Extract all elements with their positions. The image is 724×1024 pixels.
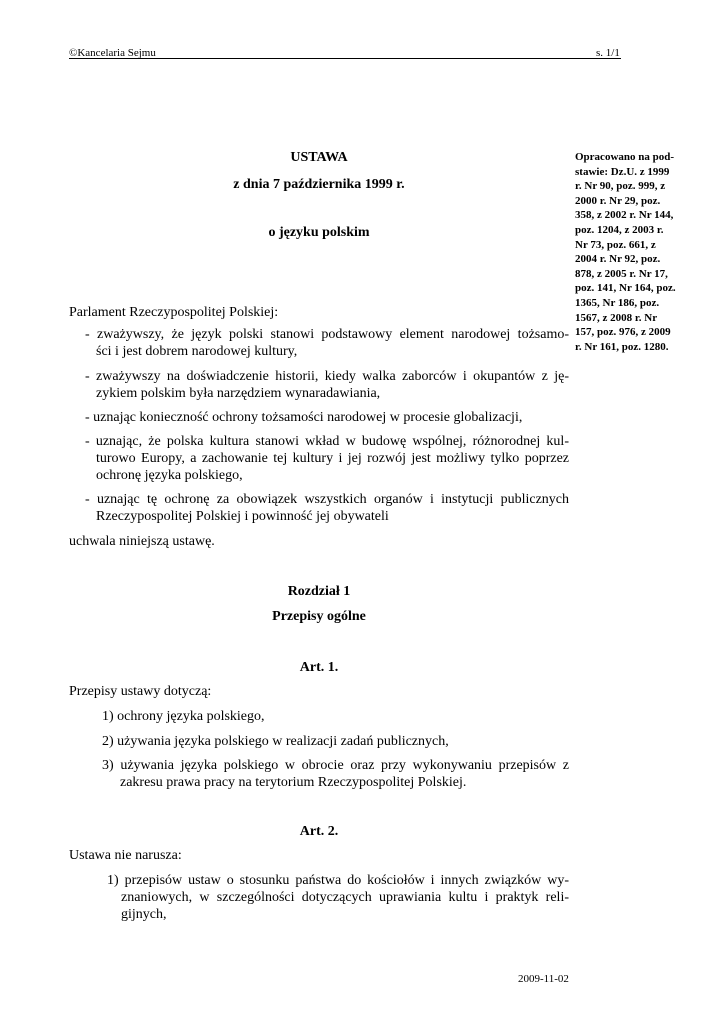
source-sidenote (575, 150, 700, 354)
act-date: z dnia 7 października 1999 r. (233, 177, 405, 192)
article-1-item-line: 3) używania języka polskiego w obrocie oraz przy wykonywaniu przepisów z (102, 758, 569, 773)
preamble-item-line: - uznając tę ochronę za obowiązek wszystkich organów i instytucji publicznych (85, 492, 569, 507)
sidenote-line: stawie: Dz.U. z 1999 (575, 165, 670, 178)
header-divider (69, 58, 621, 59)
article-1-item-line: 1) ochrony języka polskiego, (102, 709, 265, 724)
preamble-item-line: ochronę języka polskiego, (96, 468, 243, 483)
article-1-item-line: 2) używania języka polskiego w realizacji zadań publicznych, (102, 734, 449, 749)
article-2-item-line: 1) przepisów ustaw o stosunku państwa do kościołów i innych związków wy- (107, 873, 569, 888)
sidenote-line: poz. 141, Nr 164, poz. (575, 282, 676, 295)
preamble-item-line: Rzeczypospolitej Polskiej i powinność jej obywateli (96, 509, 389, 524)
sidenote-line: 157, poz. 976, z 2009 (575, 326, 671, 339)
article-2-item-line: gijnych, (121, 907, 167, 922)
sidenote-line: r. Nr 161, poz. 1280. (575, 340, 669, 353)
sidenote-line: 1365, Nr 186, poz. (575, 296, 660, 309)
article-2-heading: Art. 2. (299, 824, 339, 839)
preamble-item-line: - uznając konieczność ochrony tożsamości narodowej w procesie globalizacji, (85, 410, 523, 425)
sidenote-line: Nr 73, poz. 661, z (575, 238, 656, 251)
sidenote-line: 2000 r. Nr 29, poz. (575, 194, 661, 207)
sidenote-line: 1567, z 2008 r. Nr (575, 311, 658, 324)
article-1-heading: Art. 1. (299, 660, 339, 675)
preamble-item-line: turowo Europy, a zachowanie tej kultury i jej rozwój jest możliwy tylko poprzez (96, 451, 569, 466)
sidenote-line: poz. 1204, z 2003 r. (575, 223, 664, 236)
preamble-intro: Parlament Rzeczypospolitej Polskiej: (69, 305, 279, 320)
preamble-closing: uchwala niniejszą ustawę. (69, 534, 215, 549)
act-title: USTAWA (290, 150, 348, 165)
article-1-item-line: zakresu prawa pracy na terytorium Rzeczypospolitej Polskiej. (120, 775, 467, 790)
chapter-title: Przepisy ogólne (272, 609, 366, 624)
sidenote-line: 358, z 2002 r. Nr 144, (575, 209, 674, 222)
preamble-item-line: - zważywszy, że język polski stanowi podstawowy element narodowej tożsamo- (85, 327, 569, 342)
sidenote-line: Opracowano na pod- (575, 151, 675, 163)
preamble-item-line: - zważywszy na doświadczenie historii, kiedy walka zaborców i okupantów z ję- (85, 369, 569, 384)
sidenote-line: 878, z 2005 r. Nr 17, (575, 267, 668, 280)
act-subject: o języku polskim (268, 225, 370, 240)
header-source: ©Kancelaria Sejmu (69, 47, 156, 59)
preamble-item-line: zykiem polskim była narzędziem wynaradawiania, (96, 386, 381, 401)
article-2-intro: Ustawa nie narusza: (69, 848, 182, 863)
article-1-intro: Przepisy ustawy dotyczą: (69, 684, 212, 699)
chapter-number: Rozdział 1 (287, 584, 351, 599)
sidenote-line: r. Nr 90, poz. 999, z (575, 180, 666, 193)
sidenote-line: 2004 r. Nr 92, poz. (575, 253, 661, 266)
preamble-item-line: ści i jest dobrem narodowej kultury, (96, 344, 298, 359)
header-page-number: s. 1/1 (596, 47, 620, 59)
article-2-item-line: znaniowych, w szczególności dotyczących uprawiania kultu i praktyk reli- (121, 890, 569, 905)
preamble-item-line: - uznając, że polska kultura stanowi wkład w budowę wspólnej, różnorodnej kul- (85, 434, 569, 449)
footer-date: 2009-11-02 (518, 973, 569, 985)
